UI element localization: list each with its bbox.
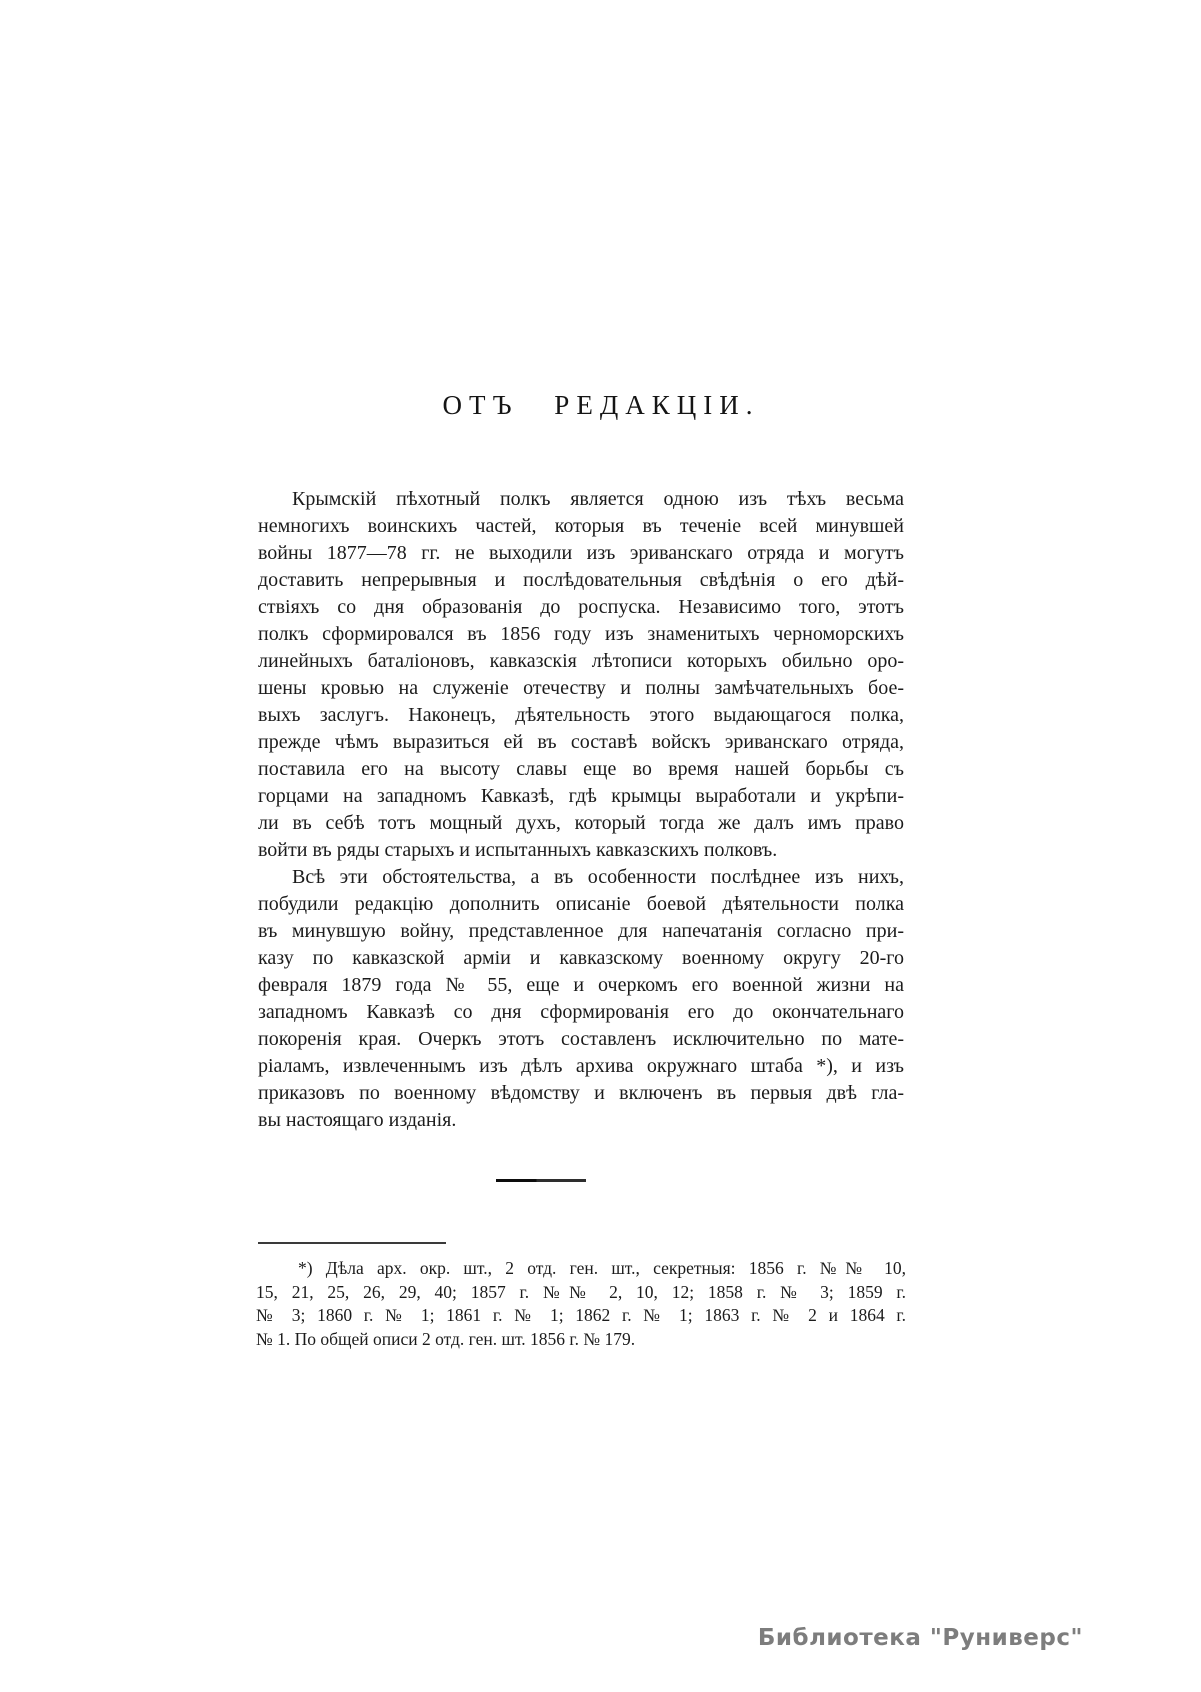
footnote-line: № 3; 1860 г. № 1; 1861 г. № 1; 1862 г. № 1; 1863 г. № 2 и 1864 г. — [256, 1305, 906, 1325]
footnote-line: № 1. По общей описи 2 отд. ген. шт. 1856 г. № 179. — [256, 1328, 636, 1349]
text-line: казу по кавказской арміи и кавказскому военному округу 20-го — [258, 947, 904, 969]
text-line: поставила его на высоту славы еще во время нашей борьбы съ — [258, 758, 904, 780]
footnote-line: *) Дѣла арх. окр. шт., 2 отд. ген. шт., секретныя: 1856 г. №№ 10, — [298, 1258, 906, 1278]
body-text — [258, 486, 904, 1134]
text-line: войти въ ряды старыхъ и испытанныхъ кавказскихъ полковъ. — [258, 839, 778, 861]
text-line: Крымскій пѣхотный полкъ является одною изъ тѣхъ весьма — [292, 488, 904, 510]
text-line: побудили редакцію дополнить описаніе боевой дѣятельности полка — [258, 893, 904, 915]
library-watermark: Библиотека "Руниверс" — [757, 1625, 1083, 1651]
text-line: линейныхъ баталіоновъ, кавказскія лѣтописи которыхъ обильно оро- — [258, 650, 904, 672]
text-line: немногихъ воинскихъ частей, которыя въ теченіе всей минувшей — [258, 515, 904, 537]
footnote-line: 15, 21, 25, 26, 29, 40; 1857 г. №№ 2, 10, 12; 1858 г. № 3; 1859 г. — [256, 1281, 906, 1302]
text-line: покоренія края. Очеркъ этотъ составленъ исключительно по мате- — [258, 1028, 904, 1050]
opening-paragraph — [258, 486, 904, 864]
text-line: прежде чѣмъ выразиться ей въ составѣ войскъ эриванскаго отряда, — [258, 731, 904, 753]
text-line: февраля 1879 года № 55, еще и очеркомъ его военной жизни на — [258, 974, 904, 996]
text-line: полкъ сформировался въ 1856 году изъ знаменитыхъ черноморскихъ — [258, 623, 904, 645]
text-line: ли въ себѣ тотъ мощный духъ, который тогда же далъ имъ право — [258, 812, 904, 834]
text-line: войны 1877—78 гг. не выходили изъ эриванскаго отряда и могутъ — [258, 542, 904, 564]
text-line: шены кровью на служеніе отечеству и полны замѣчательныхъ бое- — [258, 677, 904, 699]
text-line: горцами на западномъ Кавказѣ, гдѣ крымцы выработали и укрѣпи- — [258, 785, 904, 807]
text-line: ріаламъ, извлеченнымъ изъ дѣлъ архива окружнаго штаба *), и изъ — [258, 1055, 904, 1077]
text-line: ствіяхъ со дня образованія до роспуска. Независимо того, этотъ — [258, 596, 904, 618]
text-line: въ минувшую войну, представленное для напечатанія согласно при- — [258, 920, 904, 942]
text-line: вы настоящаго изданія. — [258, 1109, 457, 1131]
footnote — [256, 1257, 906, 1351]
page-title: ОТЪ РЕДАКЦІИ. — [442, 390, 760, 420]
footnote-divider-rule — [258, 1242, 446, 1244]
text-line: приказовъ по военному вѣдомству и включенъ въ первыя двѣ гла- — [258, 1082, 904, 1104]
section-divider-rule — [496, 1179, 586, 1182]
text-line: западномъ Кавказѣ со дня сформированія его до окончательнаго — [258, 1001, 904, 1023]
second-paragraph — [258, 864, 904, 1134]
text-line: доставить непрерывныя и послѣдовательныя свѣдѣнія о его дѣй- — [258, 569, 904, 591]
text-line: Всѣ эти обстоятельства, а въ особенности послѣднее изъ нихъ, — [292, 866, 904, 888]
text-line: выхъ заслугъ. Наконецъ, дѣятельность этого выдающагося полка, — [258, 704, 904, 726]
